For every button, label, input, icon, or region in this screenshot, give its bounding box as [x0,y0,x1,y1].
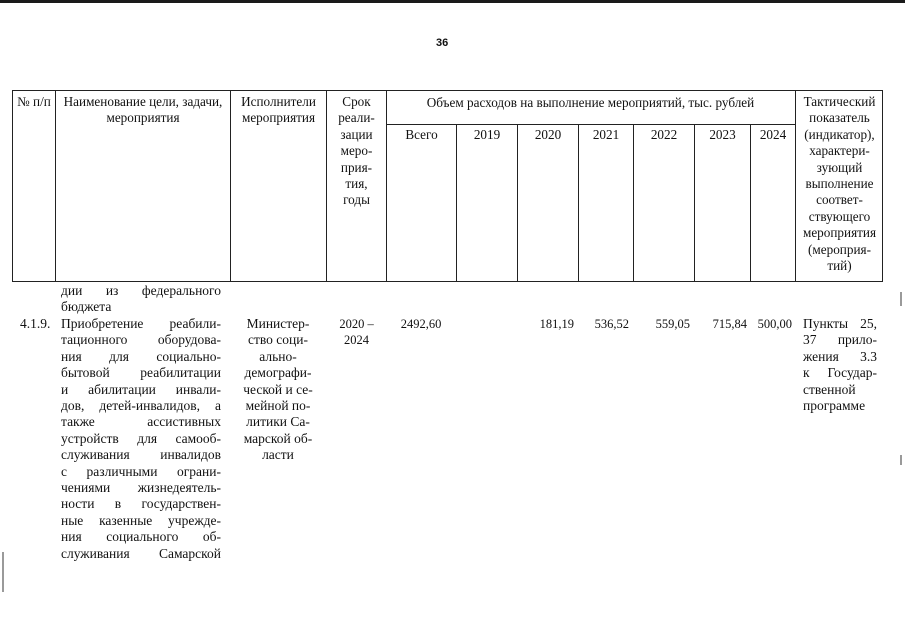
subheader-divider [386,124,796,125]
row-executors: Министер- ство соци- ально- демографи- ческой и се- мейной по- литики Са- марской об- ласти [243,316,313,463]
row-2021: 536,52 [594,317,629,331]
header-year: 2024 [759,127,787,142]
row-term: 2020 – 2024 [339,317,374,348]
row-2022: 559,05 [655,317,690,331]
row-name: Приобретение реабили- тационного оборудова- ния для социально- бытовой реабилитации и абилитации инвали- дов, детей-инвалидов, а также ассистивных устройств для самооб- служивания инвалидов с различными ограни- чениями жизнедеятель- ности в государствен- ные казенные учрежде- ния социального об- служивания Самарской [61,316,221,561]
page-top-border [0,0,905,3]
year-divider [517,124,518,282]
header-executors: Исполнители мероприятия [241,94,316,126]
scan-speck [900,455,902,465]
year-divider [694,124,695,282]
header-year: 2021 [592,127,620,142]
header-year: 2020 [534,127,562,142]
col-divider [55,90,56,282]
header-year: 2019 [473,127,501,142]
scan-speck [900,292,902,306]
row-total: 2492,60 [400,317,442,331]
row-indicator: Пункты 25, 37 прило- жения 3.3 к Государ- ственной программе [803,316,877,414]
year-divider [456,124,457,282]
year-divider [633,124,634,282]
col-divider [386,90,387,282]
header-expenses: Объем расходов на выполнение мероприятий, тыс. рублей [426,95,755,110]
header-year: 2022 [650,127,678,142]
header-total: Всего [405,127,438,142]
header-year: 2023 [709,127,736,142]
row-2020: 181,19 [539,317,574,331]
header-name: Наименование цели, задачи, мероприятия [63,94,223,126]
row-number: 4.1.9. [20,316,51,331]
header-term: Срок реали- зации меро- прия- тия, годы [338,94,375,208]
continuation-text: дии из федерального бюджета [61,283,221,315]
scan-speck [2,552,4,592]
header-indicator: Тактический показатель (индикатор), характери- зующий выполнение соответ- ствующего мероприятия (мероприя- тий) [802,94,877,274]
year-divider [578,124,579,282]
page-number: 36 [436,37,449,49]
row-2023: 715,84 [712,317,747,331]
header-number: № п/п [17,94,51,109]
row-2024: 500,00 [757,317,792,331]
year-divider [750,124,751,282]
